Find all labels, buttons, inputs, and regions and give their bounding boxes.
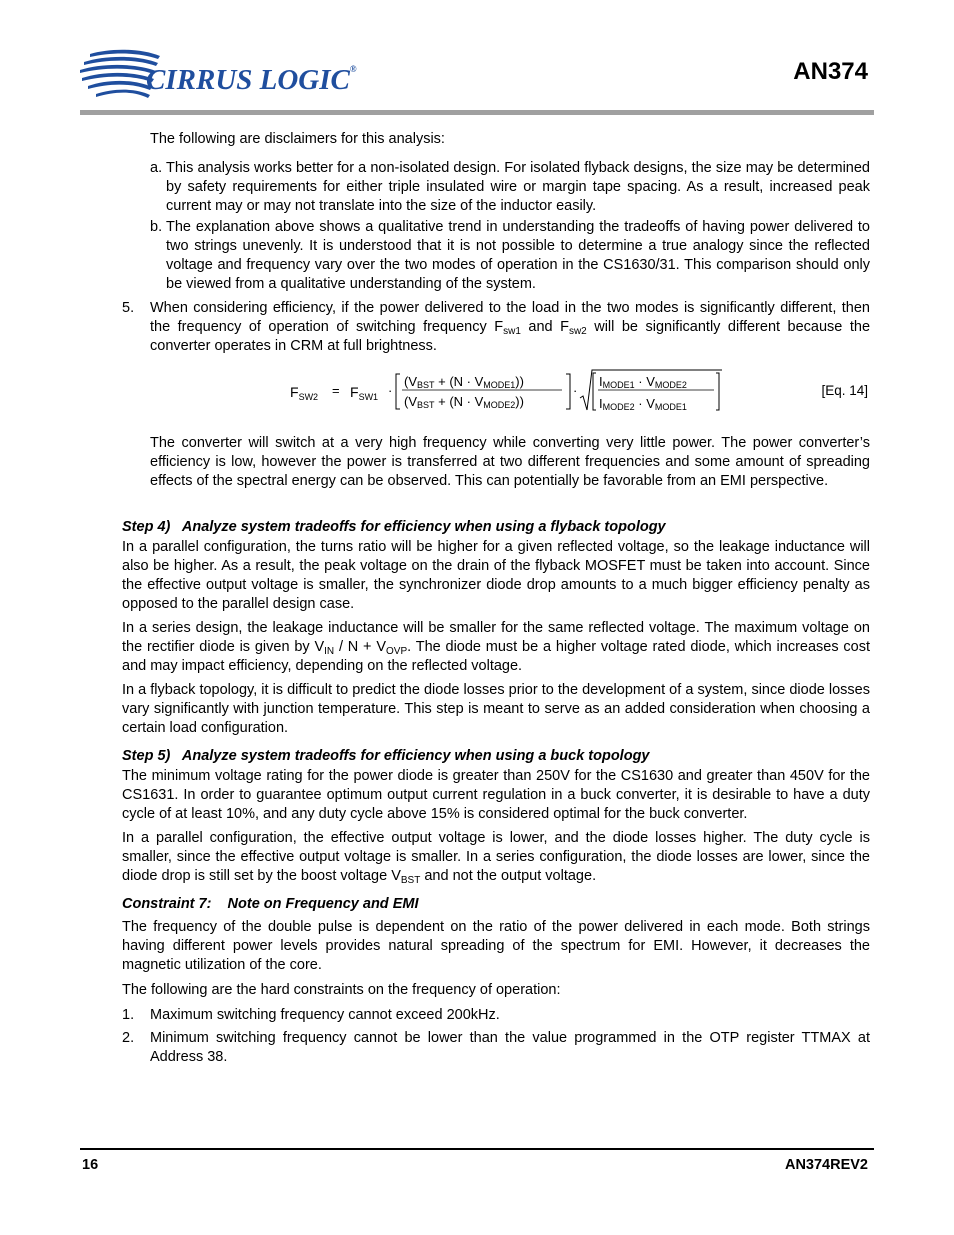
step-4-paragraph-1: In a parallel configuration, the turns ratio will be higher for a given reflected voltage, so the leakage inductance will also be higher. As a result, the peak voltage on the drain of the flyback MOSFET must be taken into account. Since the effective output voltage is smaller, the synchronizer diode drop amounts to a much bigger efficiency penalty as opposed to the parallel design case.: [122, 539, 870, 612]
eq-fsw1: $F_{SW1}$: [350, 384, 379, 402]
eq-dot-2: ·: [573, 383, 578, 398]
document-id: AN374: [793, 58, 868, 85]
document-revision: AN374REV2: [784, 1157, 868, 1173]
disclaimer-b-text: The explanation above shows a qualitative trend in understanding the tradeoffs of having power delivered to two strings unevenly. It is understood that it is not possible to determine a true analogy since the reflected voltage and frequency vary over the two modes of operation in the CS1630/31. This comparison should only be viewed from a qualitative understanding of the system.: [166, 219, 870, 292]
constraint-7-paragraph-1: The frequency of the double pulse is dependent on the ratio of the power delivered in each mode. Both strings having different power levels provides natural spreading of the spectrum for EMI. However, it decreases the magnetic utilization of the core.: [122, 919, 870, 973]
disclaimer-a-text: This analysis works better for a non-isolated design. For isolated flyback designs, the size may be determined by safety requirements for either triple insulated wire or margin tape spacing. As a result, increased peak current may or may not translate into the size of the inductor easily.: [166, 160, 870, 214]
step-4-paragraph-2: In a series design, the leakage inductance will be smaller for the same reflected voltage. The maximum voltage on the rectifier diode is given by $V_{IN} / N + V_{OVP}$. The diode must be a higher voltage rated diode, which increases cost and may impact efficiency, depending on the reflected voltage.: [122, 620, 871, 674]
eq-radicand-numerator: IMODE1 · VMODE2: [599, 374, 687, 390]
step-4-paragraph-3: In a flyback topology, it is difficult to predict the diode losses prior to the development of a system, since diode losses vary significantly with junction temperature. This step is meant to serve as an added consideration when choosing a certain load configuration.: [122, 682, 870, 736]
constraint-item-1-label: 1.: [122, 1007, 135, 1023]
eq-equals: =: [332, 383, 340, 398]
company-logo-text: CIRRUS LOGIC®: [146, 64, 357, 96]
constraint-7-heading: Constraint 7: Note on Frequency and EMI: [122, 896, 419, 912]
step-4-heading: Step 4) Analyze system tradeoffs for efficiency when using a flyback topology: [122, 519, 666, 535]
disclaimer-b-label: b.: [150, 219, 163, 235]
header-divider: [80, 110, 874, 115]
intro-text: The following are disclaimers for this analysis:: [150, 131, 445, 147]
item-5-label: 5.: [122, 300, 135, 316]
step-5-paragraph-1: The minimum voltage rating for the power diode is greater than 250V for the CS1630 and greater than 450V for the CS1631. In order to guarantee optimum output current regulation in a buck converter, it is desirable to have a duty cycle of at least 10%, and any duty cycle above 15% is considered optimal for the buck converter.: [122, 768, 870, 822]
disclaimer-a-label: a.: [150, 160, 163, 176]
equation-number: [Eq. 14]: [821, 383, 868, 398]
step-5-paragraph-2: In a parallel configuration, the effective output voltage is lower, and the diode losses higher. The duty cycle is smaller, since the effective output voltage is smaller. In a series configuration, the diode losses are lower, since the diode drop is still set by the boost voltage $V_{BST}$ and not the output voltage.: [122, 830, 870, 886]
constraint-7-paragraph-2: The following are the hard constraints on the frequency of operation:: [122, 982, 561, 998]
page-number: 16: [82, 1157, 99, 1173]
constraint-item-2-label: 2.: [122, 1030, 135, 1046]
constraint-item-1-text: Maximum switching frequency cannot exceed 200kHz.: [150, 1007, 500, 1023]
step-5-heading: Step 5) Analyze system tradeoffs for efficiency when using a buck topology: [122, 748, 650, 764]
eq-dot-1: ·: [388, 383, 393, 398]
eq-denominator: (VBST + (N · VMODE2)): [404, 394, 524, 410]
converter-paragraph: The converter will switch at a very high frequency while converting very little power. The power converter’s efficiency is low, however the power is transferred at two different frequencies and some amount of spreading effects of the spectral energy can be observed. This can potentially be favorable from an EMI perspective.: [150, 435, 870, 489]
footer-divider: [80, 1148, 874, 1150]
eq-radicand-denominator: IMODE2 · VMODE1: [599, 396, 687, 412]
eq-numerator: (VBST + (N · VMODE1)): [404, 374, 524, 390]
eq-lhs: $F_{SW2}$: [290, 384, 319, 402]
constraint-item-2-text: Minimum switching frequency cannot be lower than the value programmed in the OTP register TTMAX at Address 38.: [150, 1030, 870, 1065]
item-5-text: When considering efficiency, if the power delivered to the load in the two modes is significantly different, then the frequency of operation of switching frequency $F_{sw1}$ and $F_{sw2}$ will be significantly different because the converter operates in CRM at full brightness.: [150, 300, 871, 354]
equation-14: [288, 364, 738, 414]
